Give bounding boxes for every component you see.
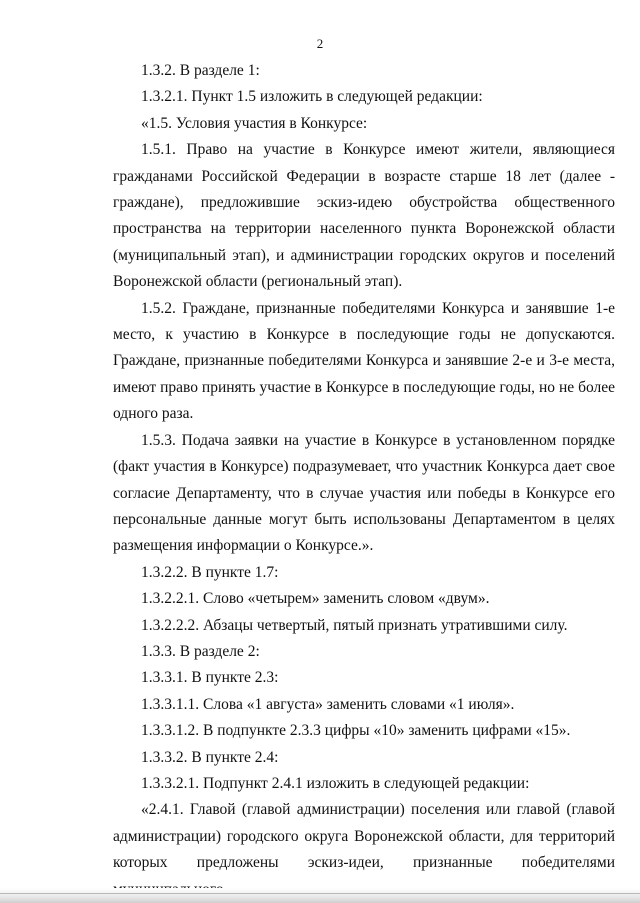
paragraph-1-3-3-1-1: 1.3.3.1.1. Слова «1 августа» заменить словами «1 июля». (141, 695, 515, 713)
paragraph-1-5-2: 1.5.2. Граждане, признанные победителями Конкурса и занявшие 1-е место, к участию в Конкурсе в последующие годы не допускаются. Граждане, признанные победителями Конкурса и занявшие 2-е и 3-е места, имеют право принять участие в Конкурсе в последующие годы, но не более одного раза. (113, 299, 615, 423)
paragraph-1-5-1: 1.5.1. Право на участие в Конкурсе имеют жители, являющиеся гражданами Российской Федерации в возрасте старше 18 лет (далее - граждане), предложившие эскиз-идею обустройства общественного пространства на территории населенного пункта Воронежской области (муниципальный этап), и администрации городских округов и поселений Воронежской области (региональный этап). (113, 141, 615, 291)
paragraph-1-5-heading: «1.5. Условия участия в Конкурсе: (141, 114, 368, 132)
document-body (113, 58, 615, 903)
paragraph-1-3-3-1-2: 1.3.3.1.2. В подпункте 2.3.3 цифры «10» заменить цифрами «15». (141, 722, 571, 740)
paragraph-1-5-3: 1.5.3. Подача заявки на участие в Конкурсе в установленном порядке (факт участия в Конкурсе) подразумевает, что участник Конкурса дает свое согласие Департаменту, что в случае участия или победы в Конкурсе его персональные данные могут быть использованы Департаментом в целях размещения информации о Конкурсе.». (113, 431, 615, 555)
paragraph-1-3-3-2: 1.3.3.2. В пункте 2.4: (141, 748, 279, 766)
paragraph-1-3-3-1: 1.3.3.1. В пункте 2.3: (141, 669, 279, 687)
paragraph-1-3-2-2-1: 1.3.2.2.1. Слово «четырем» заменить словом «двум». (141, 590, 490, 608)
scan-divider-line (0, 893, 640, 894)
paragraph-1-3-2-1: 1.3.2.1. Пункт 1.5 изложить в следующей редакции: (141, 88, 483, 106)
paragraph-1-3-3: 1.3.3. В разделе 2: (141, 642, 260, 660)
paragraph-1-3-3-2-1: 1.3.3.2.1. Подпункт 2.4.1 изложить в следующей редакции: (141, 774, 530, 792)
paragraph-2-4-1: «2.4.1. Главой (главой администрации) поселения или главой (главой администрации) городского округа Воронежской области, для территорий которых предложены эскиз-идеи, признанные победителями (113, 801, 615, 872)
page-number: 2 (316, 36, 324, 51)
scan-bottom-edge (0, 888, 640, 903)
paragraph-1-3-2: 1.3.2. В разделе 1: (141, 62, 260, 79)
paragraph-1-3-2-2: 1.3.2.2. В пункте 1.7: (141, 563, 279, 581)
paragraph-1-3-2-2-2: 1.3.2.2.2. Абзацы четвертый, пятый признать утратившими силу. (141, 616, 568, 634)
